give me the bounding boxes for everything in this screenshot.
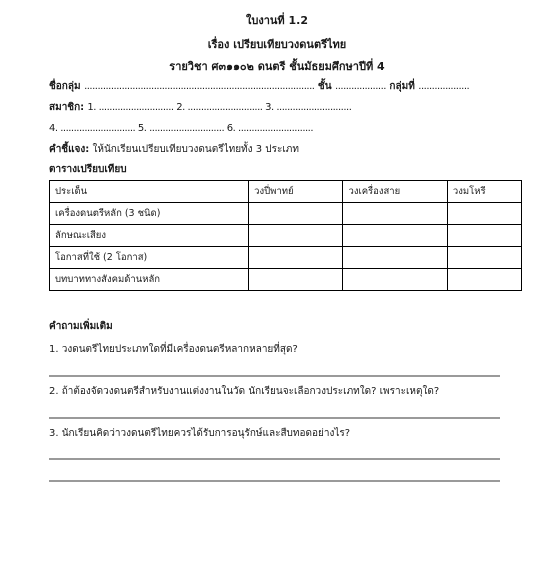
answer-line-1[interactable] bbox=[49, 375, 500, 377]
table-row bbox=[50, 203, 522, 225]
table-row bbox=[50, 269, 522, 291]
sheet-number: ใบงานที่ 1.2 bbox=[246, 14, 308, 27]
instruction-line bbox=[49, 143, 299, 156]
answer-cell[interactable] bbox=[249, 269, 343, 291]
worksheet-topic: เรื่อง เปรียบเทียบวงดนตรีไทย bbox=[207, 38, 347, 51]
comparison-table bbox=[49, 180, 522, 291]
answer-cell[interactable] bbox=[447, 247, 521, 269]
group-number-blank[interactable]: ................... bbox=[418, 81, 470, 92]
header-piphat: วงปี่พาทย์ bbox=[249, 181, 343, 203]
answer-line-3[interactable] bbox=[49, 458, 500, 460]
row-label: โอกาสที่ใช้ (2 โอกาส) bbox=[50, 247, 249, 269]
row-label: ลักษณะเสียง bbox=[50, 225, 249, 247]
members-line-1 bbox=[49, 101, 351, 114]
members-label: สมาชิก: bbox=[49, 102, 85, 113]
table-title: ตารางเปรียบเทียบ bbox=[49, 164, 127, 175]
question-3: 3. นักเรียนคิดว่าวงดนตรีไทยควรได้รับการอนุรักษ์และสืบทอดอย่างไร? bbox=[49, 428, 351, 439]
answer-cell[interactable] bbox=[447, 269, 521, 291]
header-khrueang-sai: วงเครื่องสาย bbox=[343, 181, 447, 203]
questions-title: คำถามเพิ่มเติม bbox=[49, 321, 113, 332]
table-header-row bbox=[50, 181, 522, 203]
answer-cell[interactable] bbox=[249, 225, 343, 247]
answer-cell[interactable] bbox=[343, 225, 447, 247]
group-info-line bbox=[49, 80, 469, 93]
members-blanks-row-2[interactable]: 4. ............................ 5. ............................ 6. ............................ bbox=[49, 123, 314, 134]
answer-cell[interactable] bbox=[343, 269, 447, 291]
grade-blank[interactable]: ................... bbox=[335, 81, 386, 92]
group-number-label: กลุ่มที่ bbox=[389, 81, 415, 92]
instruction-label: คำชี้แจง: bbox=[49, 144, 90, 155]
table-row bbox=[50, 247, 522, 269]
row-label: บทบาททางสังคมด้านหลัก bbox=[50, 269, 249, 291]
header-topic: ประเด็น bbox=[50, 181, 249, 203]
instruction-text: ให้นักเรียนเปรียบเทียบวงดนตรีไทยทั้ง 3 ประเภท bbox=[92, 144, 299, 155]
table-row bbox=[50, 225, 522, 247]
answer-cell[interactable] bbox=[249, 203, 343, 225]
answer-cell[interactable] bbox=[447, 225, 521, 247]
group-name-blank[interactable]: ...................................................................................... bbox=[84, 81, 315, 92]
question-2: 2. ถ้าต้องจัดวงดนตรีสำหรับงานแต่งงานในวัด นักเรียนจะเลือกวงประเภทใด? เพราะเหตุใด? bbox=[49, 386, 440, 397]
answer-cell[interactable] bbox=[447, 203, 521, 225]
answer-line-4[interactable] bbox=[49, 480, 500, 482]
header-mahori: วงมโหรี bbox=[447, 181, 521, 203]
group-name-label: ชื่อกลุ่ม bbox=[49, 81, 81, 92]
answer-cell[interactable] bbox=[343, 203, 447, 225]
course-info: รายวิชา ศ๓๑๑๐๒ ดนตรี ชั้นมัธยมศึกษาปีที่ 4 bbox=[169, 60, 385, 73]
grade-label: ชั้น bbox=[317, 81, 332, 92]
answer-cell[interactable] bbox=[343, 247, 447, 269]
question-1: 1. วงดนตรีไทยประเภทใดที่มีเครื่องดนตรีหลากหลายที่สุด? bbox=[49, 344, 298, 355]
answer-line-2[interactable] bbox=[49, 417, 500, 419]
members-blanks-row-1[interactable]: 1. ............................ 2. ............................ 3. ............................ bbox=[87, 102, 352, 113]
row-label: เครื่องดนตรีหลัก (3 ชนิด) bbox=[50, 203, 249, 225]
members-line-2 bbox=[49, 122, 313, 135]
answer-cell[interactable] bbox=[249, 247, 343, 269]
